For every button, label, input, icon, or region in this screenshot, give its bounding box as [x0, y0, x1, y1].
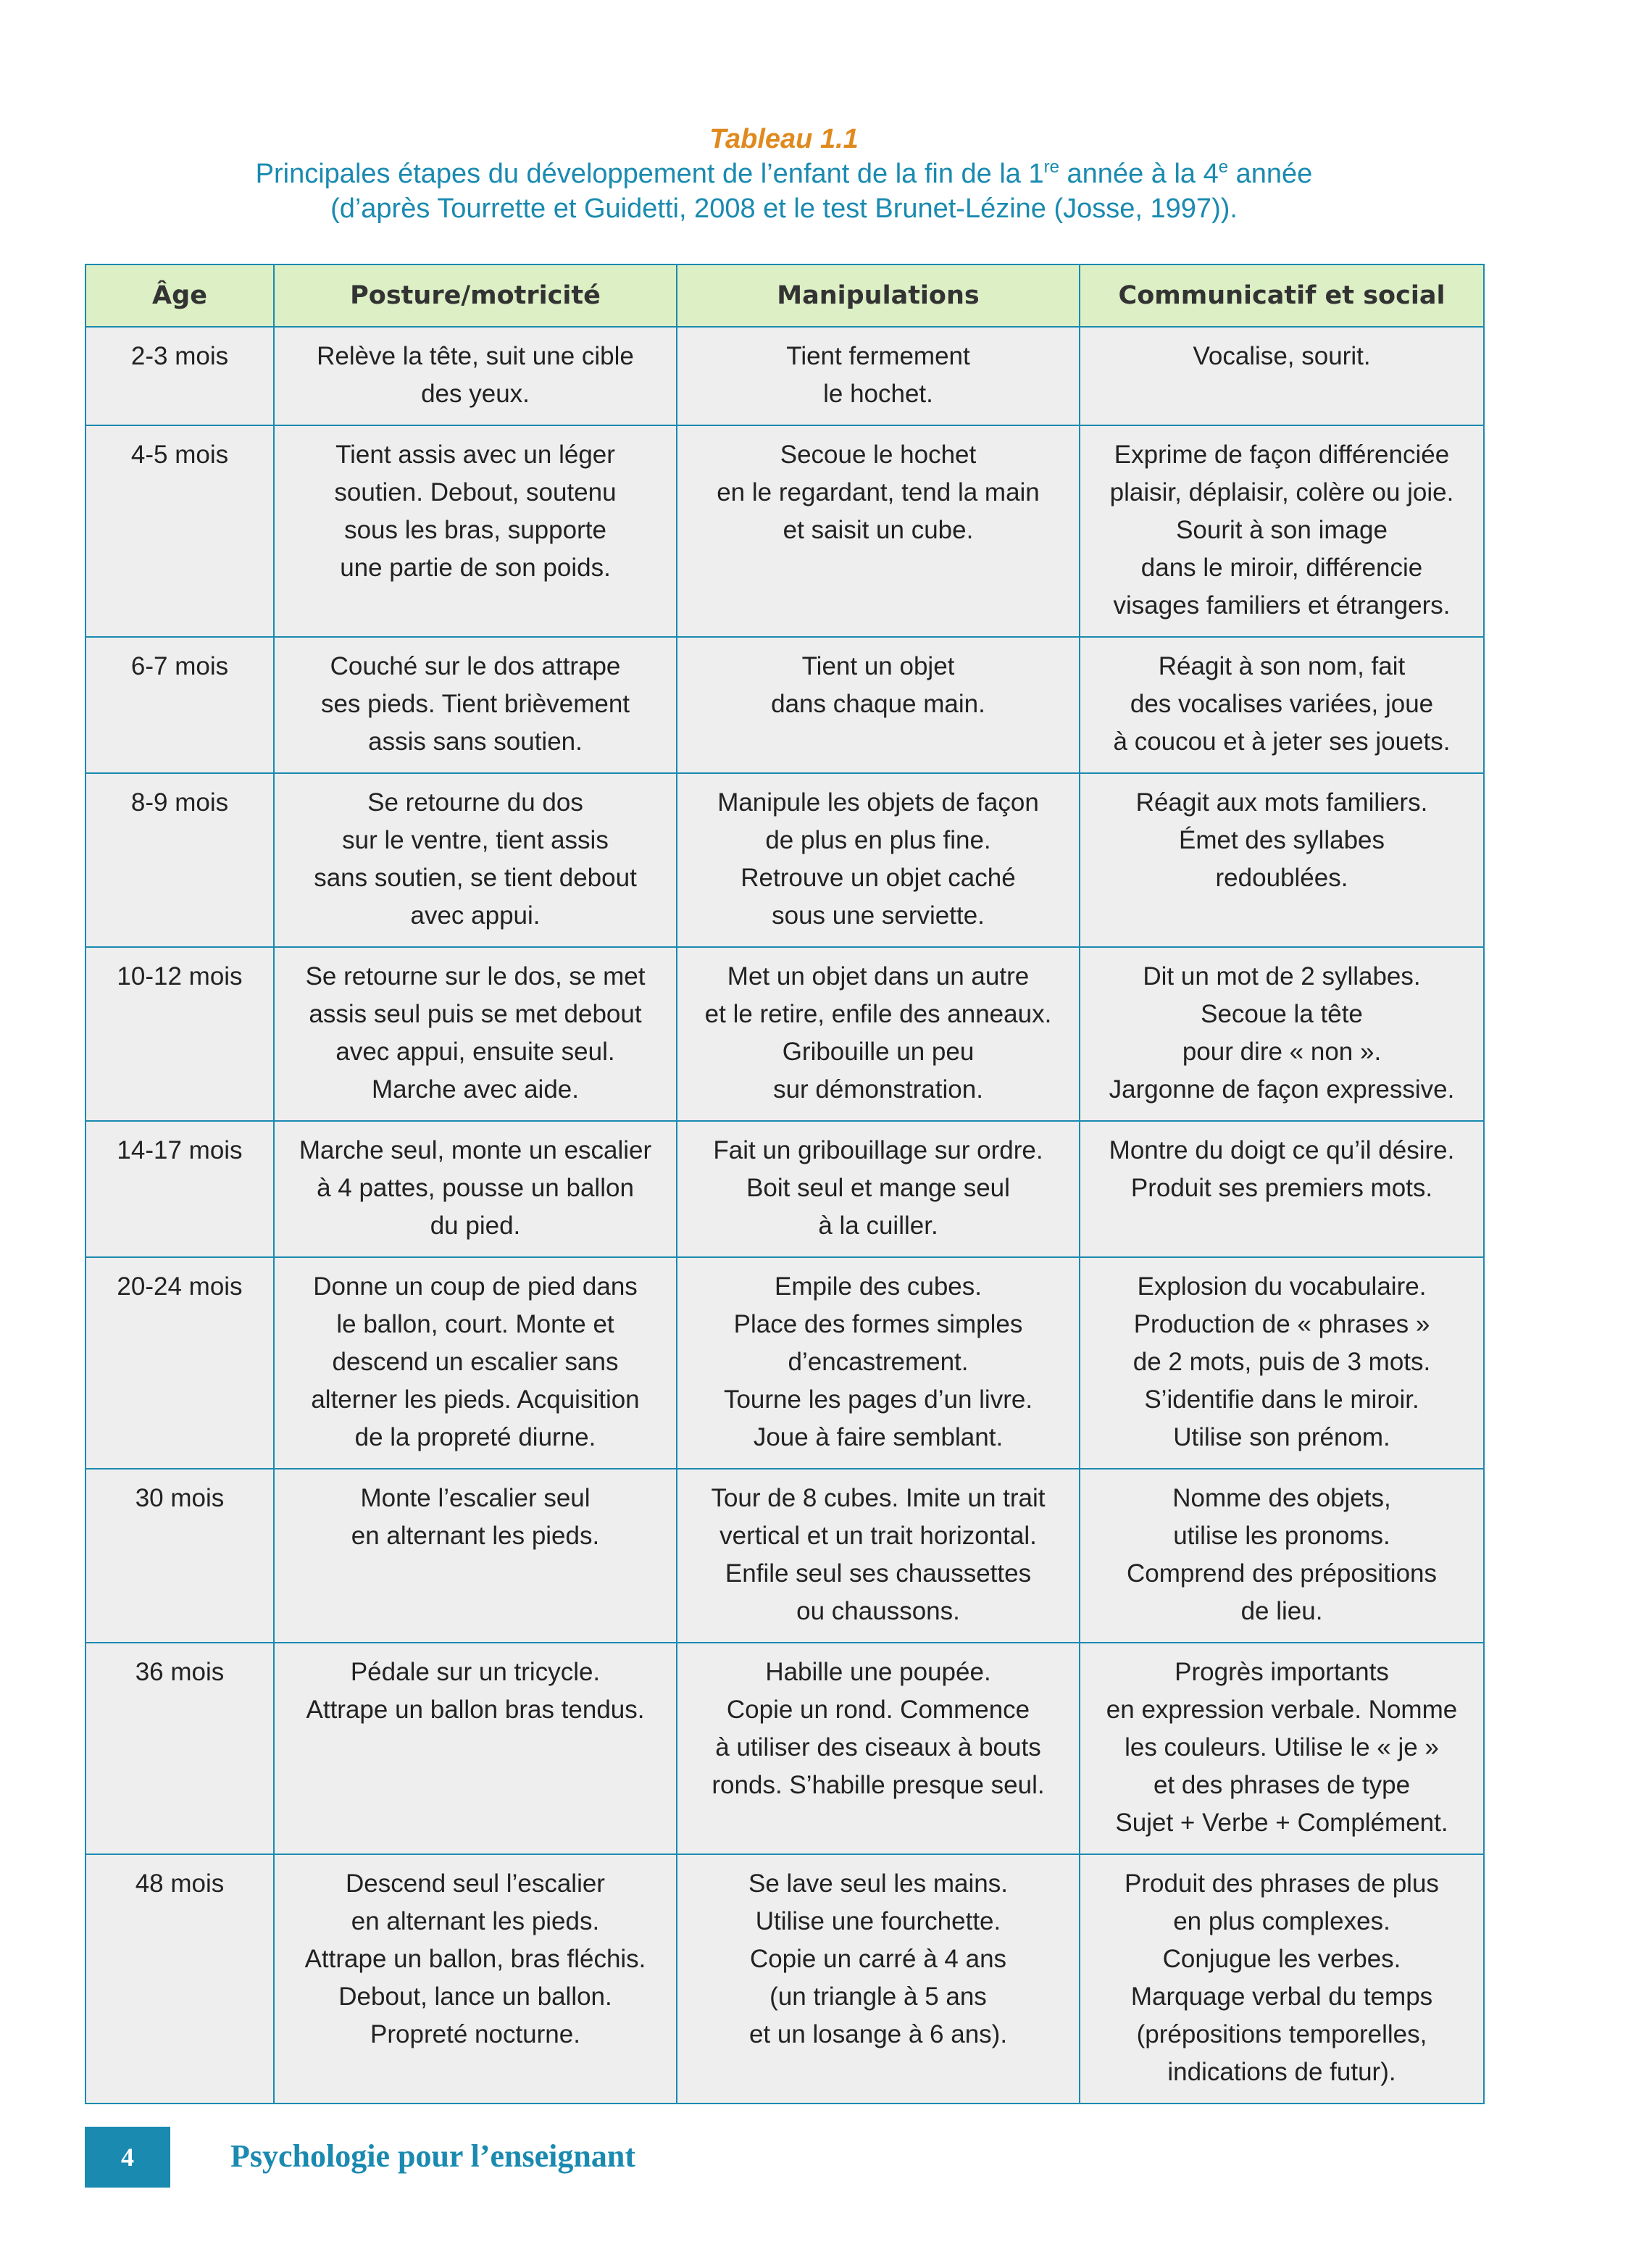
cell-text-line: avec appui, ensuite seul. [335, 1038, 615, 1066]
cell-text-line: Descend seul l’escalier [346, 1869, 605, 1898]
header-age: Âge [85, 264, 274, 327]
cell-social [1080, 1854, 1484, 2104]
cell-text-line: Vocalise, sourit. [1193, 342, 1371, 370]
cell-age: 2-3 mois [85, 327, 274, 425]
header-social: Communicatif et social [1080, 264, 1484, 327]
cell-text-line: Produit ses premiers mots. [1130, 1174, 1433, 1202]
cell-text-line: de lieu. [1240, 1597, 1323, 1625]
cell-age: 14-17 mois [85, 1121, 274, 1257]
cell-text-line: Production de « phrases » [1133, 1310, 1430, 1338]
cell-text-line: Copie un carré à 4 ans [749, 1945, 1007, 1973]
cell-text-line: et des phrases de type [1153, 1771, 1411, 1799]
cell-text-line: Donne un coup de pied dans [313, 1272, 638, 1301]
cell-text-line: avec appui. [410, 901, 541, 930]
cell-text-line: Sujet + Verbe + Complément. [1115, 1809, 1448, 1837]
cell-text-line: Se retourne sur le dos, se met [305, 962, 646, 991]
cell-posture [274, 327, 677, 425]
cell-text-line: ses pieds. Tient brièvement [320, 690, 630, 718]
cell-text-line: Habille une poupée. [765, 1658, 991, 1686]
table-label: Tableau 1.1 [709, 124, 859, 154]
cell-social [1080, 327, 1484, 425]
cell-manipulations [677, 637, 1080, 773]
cell-text-line: Gribouille un peu [782, 1038, 975, 1066]
development-table [85, 264, 1485, 2104]
cell-text-line: assis seul puis se met debout [309, 1000, 642, 1028]
caption-text: année [1228, 159, 1313, 189]
cell-text-line: Comprend des prépositions [1126, 1559, 1437, 1588]
table-row [85, 773, 1484, 947]
cell-text-line: Se retourne du dos [367, 788, 583, 817]
cell-text-line: Sourit à son image [1176, 516, 1388, 544]
cell-text-line: Secoue la tête [1201, 1000, 1363, 1028]
cell-text-line: à 4 pattes, pousse un ballon [317, 1174, 634, 1202]
table-row [85, 947, 1484, 1121]
cell-text-line: à utiliser des ciseaux à bouts [715, 1733, 1041, 1762]
cell-text-line: Réagit aux mots familiers. [1135, 788, 1428, 817]
cell-social [1080, 425, 1484, 637]
caption-superscript: re [1043, 157, 1059, 177]
cell-posture [274, 947, 677, 1121]
cell-text-line: S’identifie dans le miroir. [1144, 1385, 1419, 1414]
cell-text-line: Met un objet dans un autre [727, 962, 1030, 991]
cell-text-line: Tourne les pages d’un livre. [723, 1385, 1033, 1414]
cell-text-line: de 2 mots, puis de 3 mots. [1132, 1348, 1431, 1376]
cell-text-line: Secoue le hochet [780, 441, 977, 469]
cell-text-line: en plus complexes. [1173, 1907, 1390, 1935]
cell-text-line: Produit des phrases de plus [1125, 1869, 1439, 1898]
cell-text-line: Manipule les objets de façon [717, 788, 1039, 817]
table-row [85, 1469, 1484, 1643]
cell-text-line: dans chaque main. [771, 690, 985, 718]
cell-text-line: sans soutien, se tient debout [314, 864, 637, 892]
cell-social [1080, 637, 1484, 773]
cell-social [1080, 1469, 1484, 1643]
cell-social [1080, 1257, 1484, 1469]
caption-line-1 [0, 157, 1568, 191]
cell-text-line: Montre du doigt ce qu’il désire. [1109, 1136, 1455, 1164]
cell-text-line: Debout, lance un ballon. [338, 1983, 612, 2011]
cell-text-line: le hochet. [823, 380, 933, 408]
cell-age: 20-24 mois [85, 1257, 274, 1469]
cell-age: 48 mois [85, 1854, 274, 2104]
cell-text-line: Utilise une fourchette. [755, 1907, 1001, 1935]
cell-text-line: Marquage verbal du temps [1130, 1983, 1433, 2011]
cell-text-line: Progrès importants [1175, 1658, 1389, 1686]
cell-text-line: sur le ventre, tient assis [342, 826, 609, 854]
cell-text-line: à la cuiller. [818, 1212, 938, 1240]
cell-text-line: des vocalises variées, joue [1130, 690, 1434, 718]
cell-text-line: Relève la tête, suit une cible [317, 342, 634, 370]
cell-text-line: Dit un mot de 2 syllabes. [1143, 962, 1421, 991]
cell-text-line: une partie de son poids. [340, 554, 611, 582]
header-posture: Posture/motricité [274, 264, 677, 327]
cell-text-line: Fait un gribouillage sur ordre. [713, 1136, 1043, 1164]
cell-text-line: des yeux. [421, 380, 530, 408]
cell-text-line: pour dire « non ». [1182, 1038, 1382, 1066]
cell-text-line: Copie un rond. Commence [726, 1696, 1030, 1724]
cell-manipulations [677, 947, 1080, 1121]
cell-text-line: Tient un objet [801, 652, 955, 680]
caption-line-2: (d’après Tourrette et Guidetti, 2008 et le test Brunet-Lézine (Josse, 1997)). [330, 193, 1238, 224]
cell-text-line: Conjugue les verbes. [1162, 1945, 1401, 1973]
cell-age: 10-12 mois [85, 947, 274, 1121]
cell-manipulations [677, 425, 1080, 637]
cell-text-line: Pédale sur un tricycle. [350, 1658, 601, 1686]
cell-text-line: indications de futur). [1167, 2058, 1396, 2086]
cell-text-line: sous les bras, supporte [344, 516, 606, 544]
cell-text-line: utilise les pronoms. [1173, 1522, 1390, 1550]
cell-social [1080, 1643, 1484, 1854]
cell-text-line: dans le miroir, différencie [1140, 554, 1423, 582]
cell-text-line: les couleurs. Utilise le « je » [1125, 1733, 1439, 1762]
cell-text-line: d’encastrement. [788, 1348, 969, 1376]
cell-manipulations [677, 773, 1080, 947]
cell-posture [274, 1854, 677, 2104]
table-row [85, 1257, 1484, 1469]
cell-text-line: Émet des syllabes [1178, 826, 1385, 854]
cell-text-line: soutien. Debout, soutenu [334, 478, 617, 506]
cell-text-line: Jargonne de façon expressive. [1109, 1075, 1455, 1104]
cell-text-line: en expression verbale. Nomme [1106, 1696, 1458, 1724]
cell-text-line: en alternant les pieds. [351, 1907, 600, 1935]
cell-text-line: le ballon, court. Monte et [336, 1310, 614, 1338]
cell-text-line: (prépositions temporelles, [1136, 2020, 1427, 2048]
table-row [85, 327, 1484, 425]
cell-text-line: en alternant les pieds. [351, 1522, 600, 1550]
cell-text-line: Nomme des objets, [1172, 1484, 1391, 1512]
cell-social [1080, 947, 1484, 1121]
cell-posture [274, 1643, 677, 1854]
cell-manipulations [677, 1257, 1080, 1469]
book-title: Psychologie pour l’enseignant [230, 2138, 636, 2174]
cell-text-line: Tient fermement [786, 342, 970, 370]
cell-text-line: vertical et un trait horizontal. [719, 1522, 1037, 1550]
cell-social [1080, 773, 1484, 947]
cell-text-line: sous une serviette. [772, 901, 985, 930]
cell-text-line: Réagit à son nom, fait [1158, 652, 1406, 680]
table-header-row [85, 264, 1484, 327]
cell-age: 8-9 mois [85, 773, 274, 947]
cell-text-line: visages familiers et étrangers. [1113, 591, 1451, 620]
cell-text-line: ou chaussons. [796, 1597, 960, 1625]
cell-manipulations [677, 327, 1080, 425]
table-row [85, 1854, 1484, 2104]
cell-text-line: ronds. S’habille presque seul. [712, 1771, 1045, 1799]
cell-text-line: et le retire, enfile des anneaux. [704, 1000, 1052, 1028]
cell-text-line: Marche avec aide. [372, 1075, 579, 1104]
cell-text-line: Explosion du vocabulaire. [1137, 1272, 1427, 1301]
cell-posture [274, 637, 677, 773]
cell-age: 30 mois [85, 1469, 274, 1643]
cell-text-line: Tient assis avec un léger [335, 441, 615, 469]
cell-text-line: Retrouve un objet caché [741, 864, 1016, 892]
cell-text-line: de la propreté diurne. [354, 1423, 596, 1451]
cell-text-line: Exprime de façon différenciée [1114, 441, 1450, 469]
cell-text-line: Utilise son prénom. [1173, 1423, 1390, 1451]
cell-manipulations [677, 1121, 1080, 1257]
table-row [85, 1643, 1484, 1854]
cell-text-line: Empile des cubes. [775, 1272, 982, 1301]
cell-posture [274, 1469, 677, 1643]
cell-text-line: à coucou et à jeter ses jouets. [1113, 727, 1451, 756]
cell-age: 6-7 mois [85, 637, 274, 773]
caption-text: Principales étapes du développement de l’enfant de la fin de la 1 [255, 159, 1044, 189]
cell-posture [274, 1121, 677, 1257]
cell-text-line: descend un escalier sans [332, 1348, 619, 1376]
table-row [85, 637, 1484, 773]
cell-text-line: et un losange à 6 ans). [748, 2020, 1008, 2048]
table-row [85, 1121, 1484, 1257]
cell-text-line: assis sans soutien. [368, 727, 583, 756]
cell-text-line: alterner les pieds. Acquisition [311, 1385, 640, 1414]
cell-text-line: (un triangle à 5 ans [769, 1983, 987, 2011]
cell-text-line: et saisit un cube. [783, 516, 974, 544]
table-body [85, 327, 1484, 2104]
cell-text-line: sur démonstration. [773, 1075, 983, 1104]
cell-text-line: de plus en plus fine. [765, 826, 991, 854]
cell-manipulations [677, 1469, 1080, 1643]
cell-posture [274, 425, 677, 637]
cell-text-line: Marche seul, monte un escalier [299, 1136, 652, 1164]
cell-text-line: Couché sur le dos attrape [330, 652, 621, 680]
cell-text-line: en le regardant, tend la main [717, 478, 1040, 506]
caption-superscript: e [1218, 157, 1229, 177]
cell-text-line: Joue à faire semblant. [753, 1423, 1004, 1451]
cell-text-line: Attrape un ballon bras tendus. [306, 1696, 645, 1724]
cell-text-line: Boit seul et mange seul [746, 1174, 1010, 1202]
table-row [85, 425, 1484, 637]
caption-text: année à la 4 [1059, 159, 1219, 189]
cell-text-line: Se lave seul les mains. [748, 1869, 1008, 1898]
page-number: 4 [85, 2127, 170, 2188]
cell-text-line: Attrape un ballon, bras fléchis. [304, 1945, 646, 1973]
cell-text-line: plaisir, déplaisir, colère ou joie. [1109, 478, 1454, 506]
cell-text-line: Place des formes simples [733, 1310, 1023, 1338]
table-caption [0, 122, 1568, 226]
cell-posture [274, 1257, 677, 1469]
cell-text-line: redoublées. [1215, 864, 1348, 892]
cell-text-line: Tour de 8 cubes. Imite un trait [711, 1484, 1046, 1512]
cell-age: 4-5 mois [85, 425, 274, 637]
header-manipulations: Manipulations [677, 264, 1080, 327]
cell-manipulations [677, 1854, 1080, 2104]
cell-text-line: Enfile seul ses chaussettes [725, 1559, 1032, 1588]
cell-text-line: Propreté nocturne. [370, 2020, 580, 2048]
cell-age: 36 mois [85, 1643, 274, 1854]
cell-manipulations [677, 1643, 1080, 1854]
cell-posture [274, 773, 677, 947]
cell-social [1080, 1121, 1484, 1257]
cell-text-line: du pied. [430, 1212, 521, 1240]
cell-text-line: Monte l’escalier seul [360, 1484, 591, 1512]
